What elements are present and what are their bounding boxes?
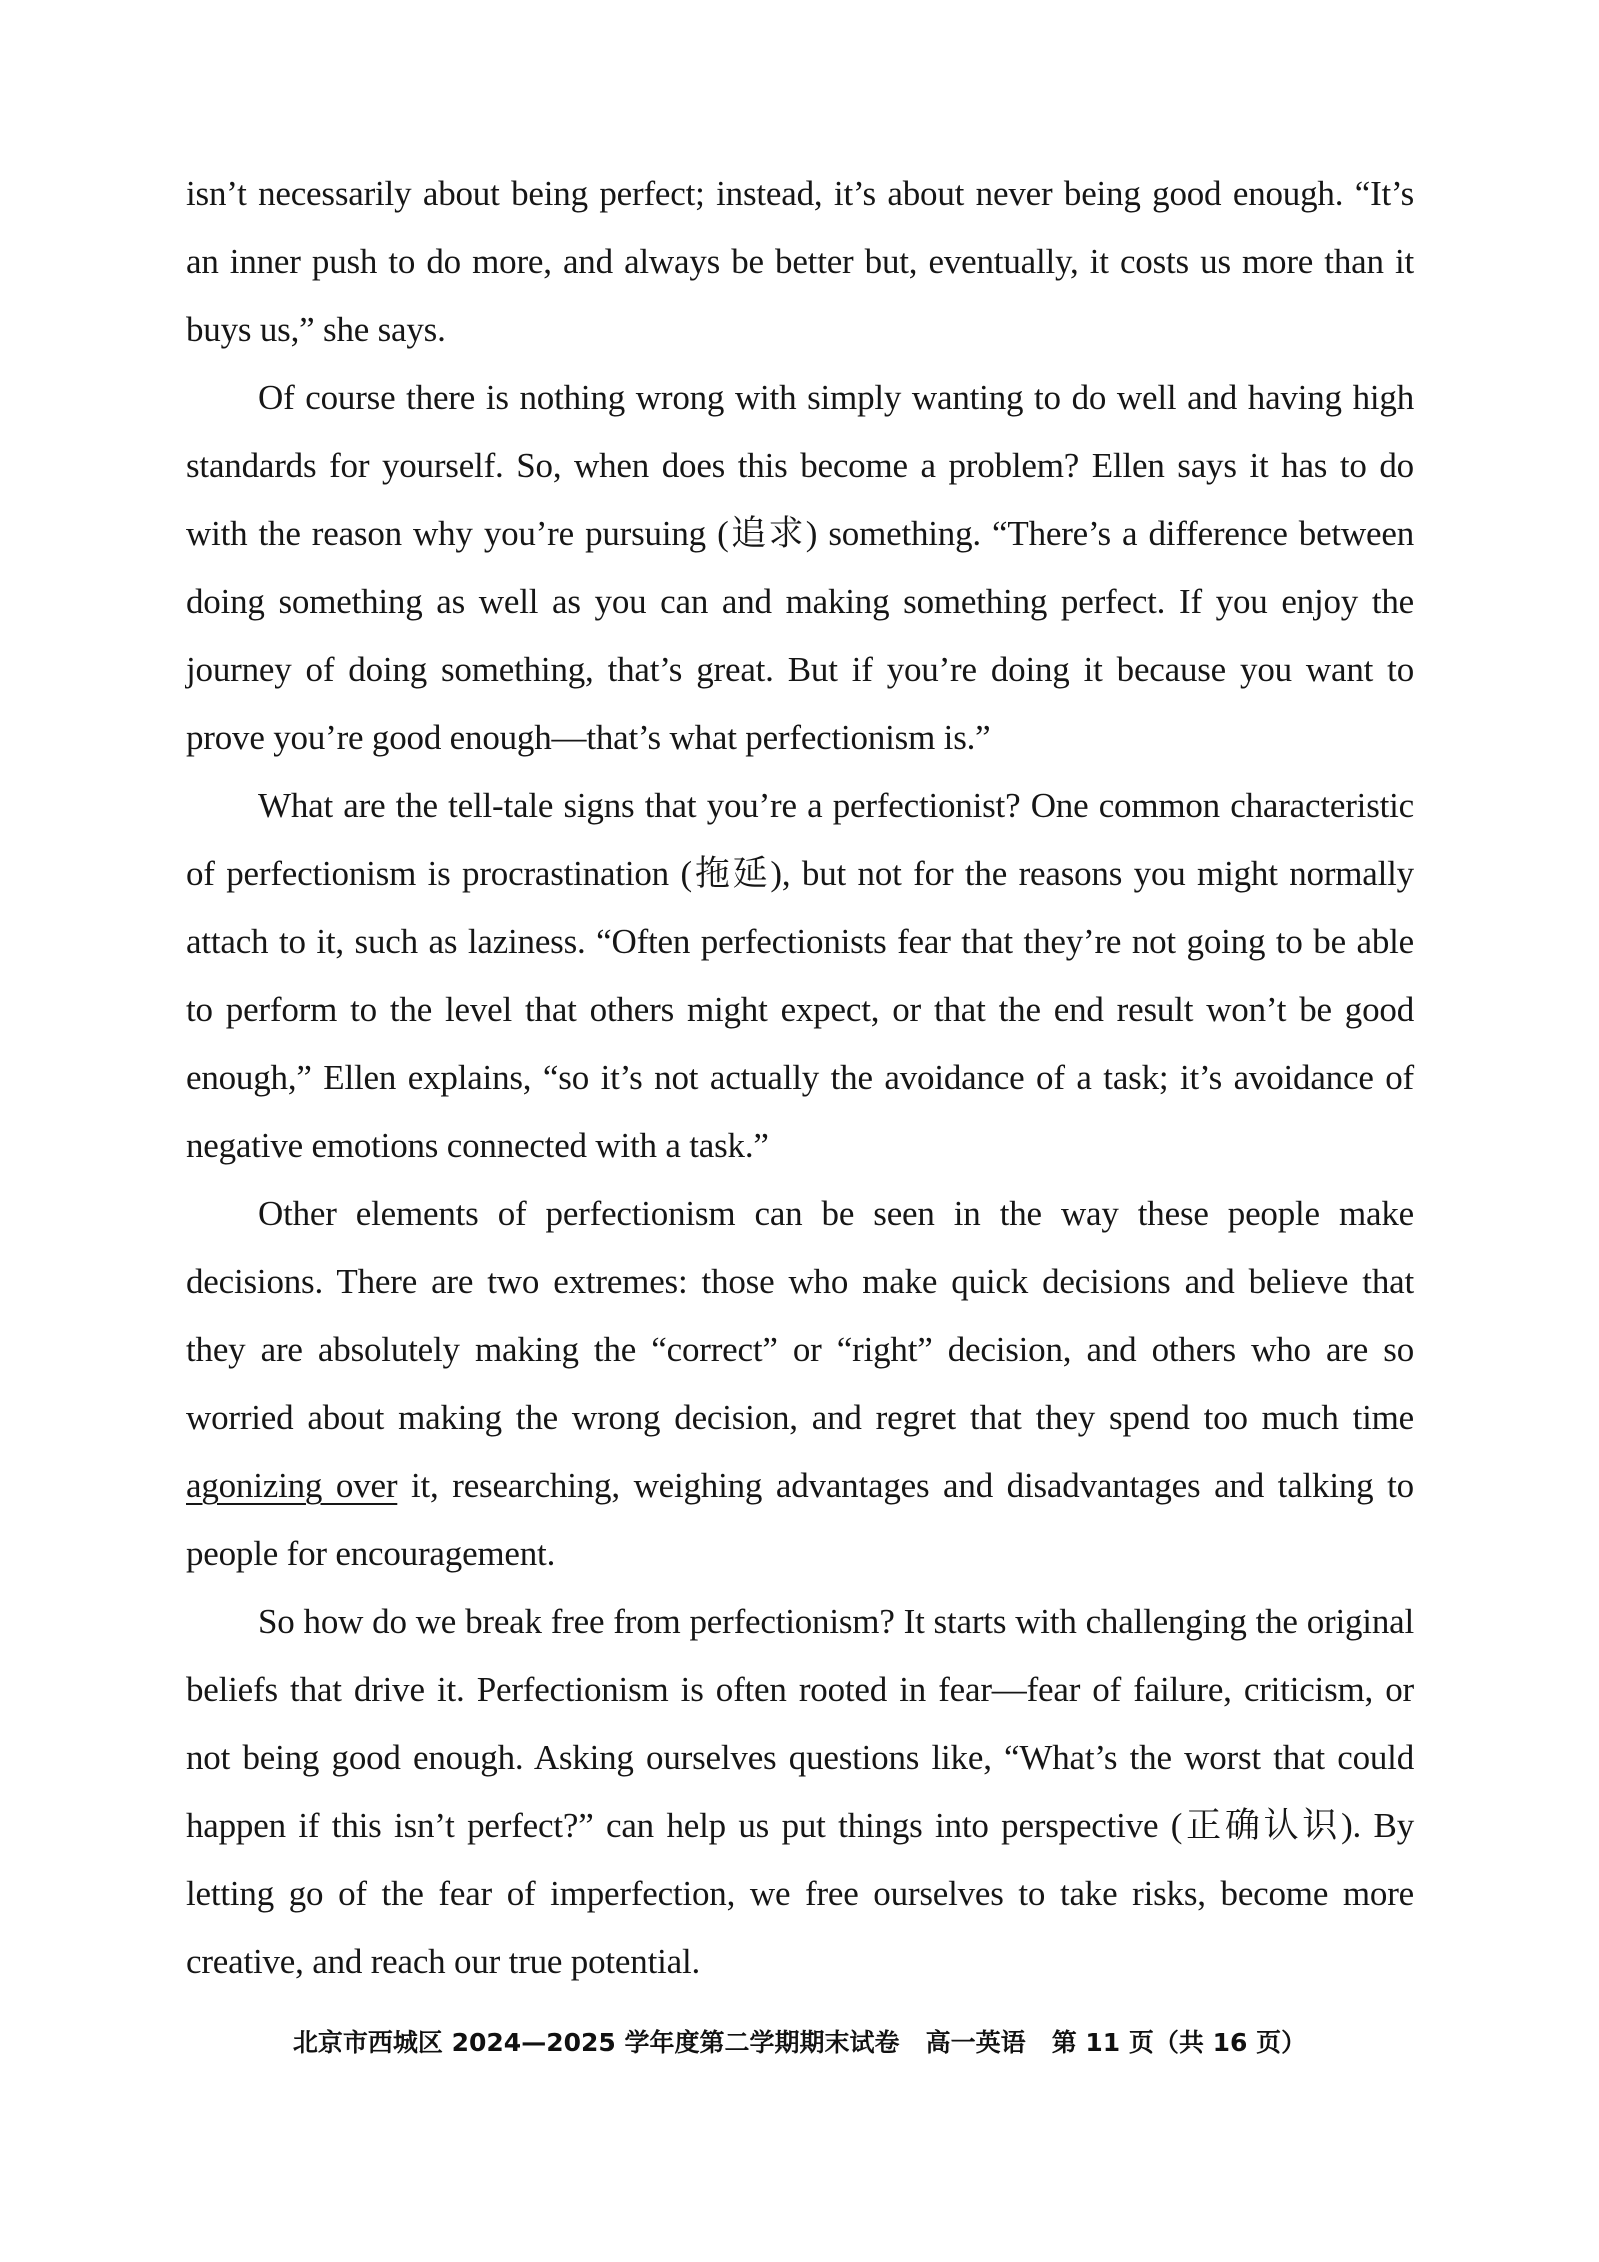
passage-paragraph	[186, 1588, 1414, 1996]
paragraph-text: So how do we break free from perfectionism? It starts with challenging the original beliefs that drive it. Perfectionism is often rooted in fear—fear of failure, criticism, or not being good enough. Asking ourselves questions like, “What’s the worst that could happen if this isn’t perfect?” can help us put things into perspective (正确认识). By letting go of the fear of imperfection, we free ourselves to take risks, become more creative, and reach our true potential.	[186, 1602, 1414, 1981]
paragraph-text: Other elements of perfectionism can be seen in the way these people make decisions. There are two extremes: those who make quick decisions and believe that they are absolutely making the “correct” or “right” decision, and others who are so worried about making the wrong decision, and regret that they spend too much time	[186, 1194, 1414, 1437]
reading-passage	[186, 160, 1414, 1996]
paragraph-text: it, researching, weighing advantages and disadvantages and talking to people for encouragement.	[186, 1466, 1414, 1573]
paragraph-text: What are the tell-tale signs that you’re a perfectionist? One common characteristic of perfectionism is procrastination (拖延), but not for the reasons you might normally attach to it, such as laziness. “Often perfectionists fear that they’re not going to be able to perform to the level that others might expect, or that the end result won’t be good enough,” Ellen explains, “so it’s not actually the avoidance of a task; it’s avoidance of negative emotions connected with a task.”	[186, 786, 1414, 1165]
paragraph-text: isn’t necessarily about being perfect; instead, it’s about never being good enough. “It’s an inner push to do more, and always be better but, eventually, it costs us more than it buys us,” she says.	[186, 174, 1414, 349]
passage-paragraph	[186, 160, 1414, 364]
passage-paragraph	[186, 1180, 1414, 1588]
passage-paragraph	[186, 364, 1414, 772]
page-footer: 北京市西城区 2024—2025 学年度第二学期期末试卷 高一英语 第 11 页（共 16 页）	[292, 2028, 1307, 2057]
underlined-phrase: agonizing over	[186, 1466, 398, 1505]
paragraph-text: Of course there is nothing wrong with simply wanting to do well and having high standards for yourself. So, when does this become a problem? Ellen says it has to do with the reason why you’re pursuing (追求) something. “There’s a difference between doing something as well as you can and making something perfect. If you enjoy the journey of doing something, that’s great. But if you’re doing it because you want to prove you’re good enough—that’s what perfectionism is.”	[186, 378, 1414, 757]
passage-paragraph	[186, 772, 1414, 1180]
